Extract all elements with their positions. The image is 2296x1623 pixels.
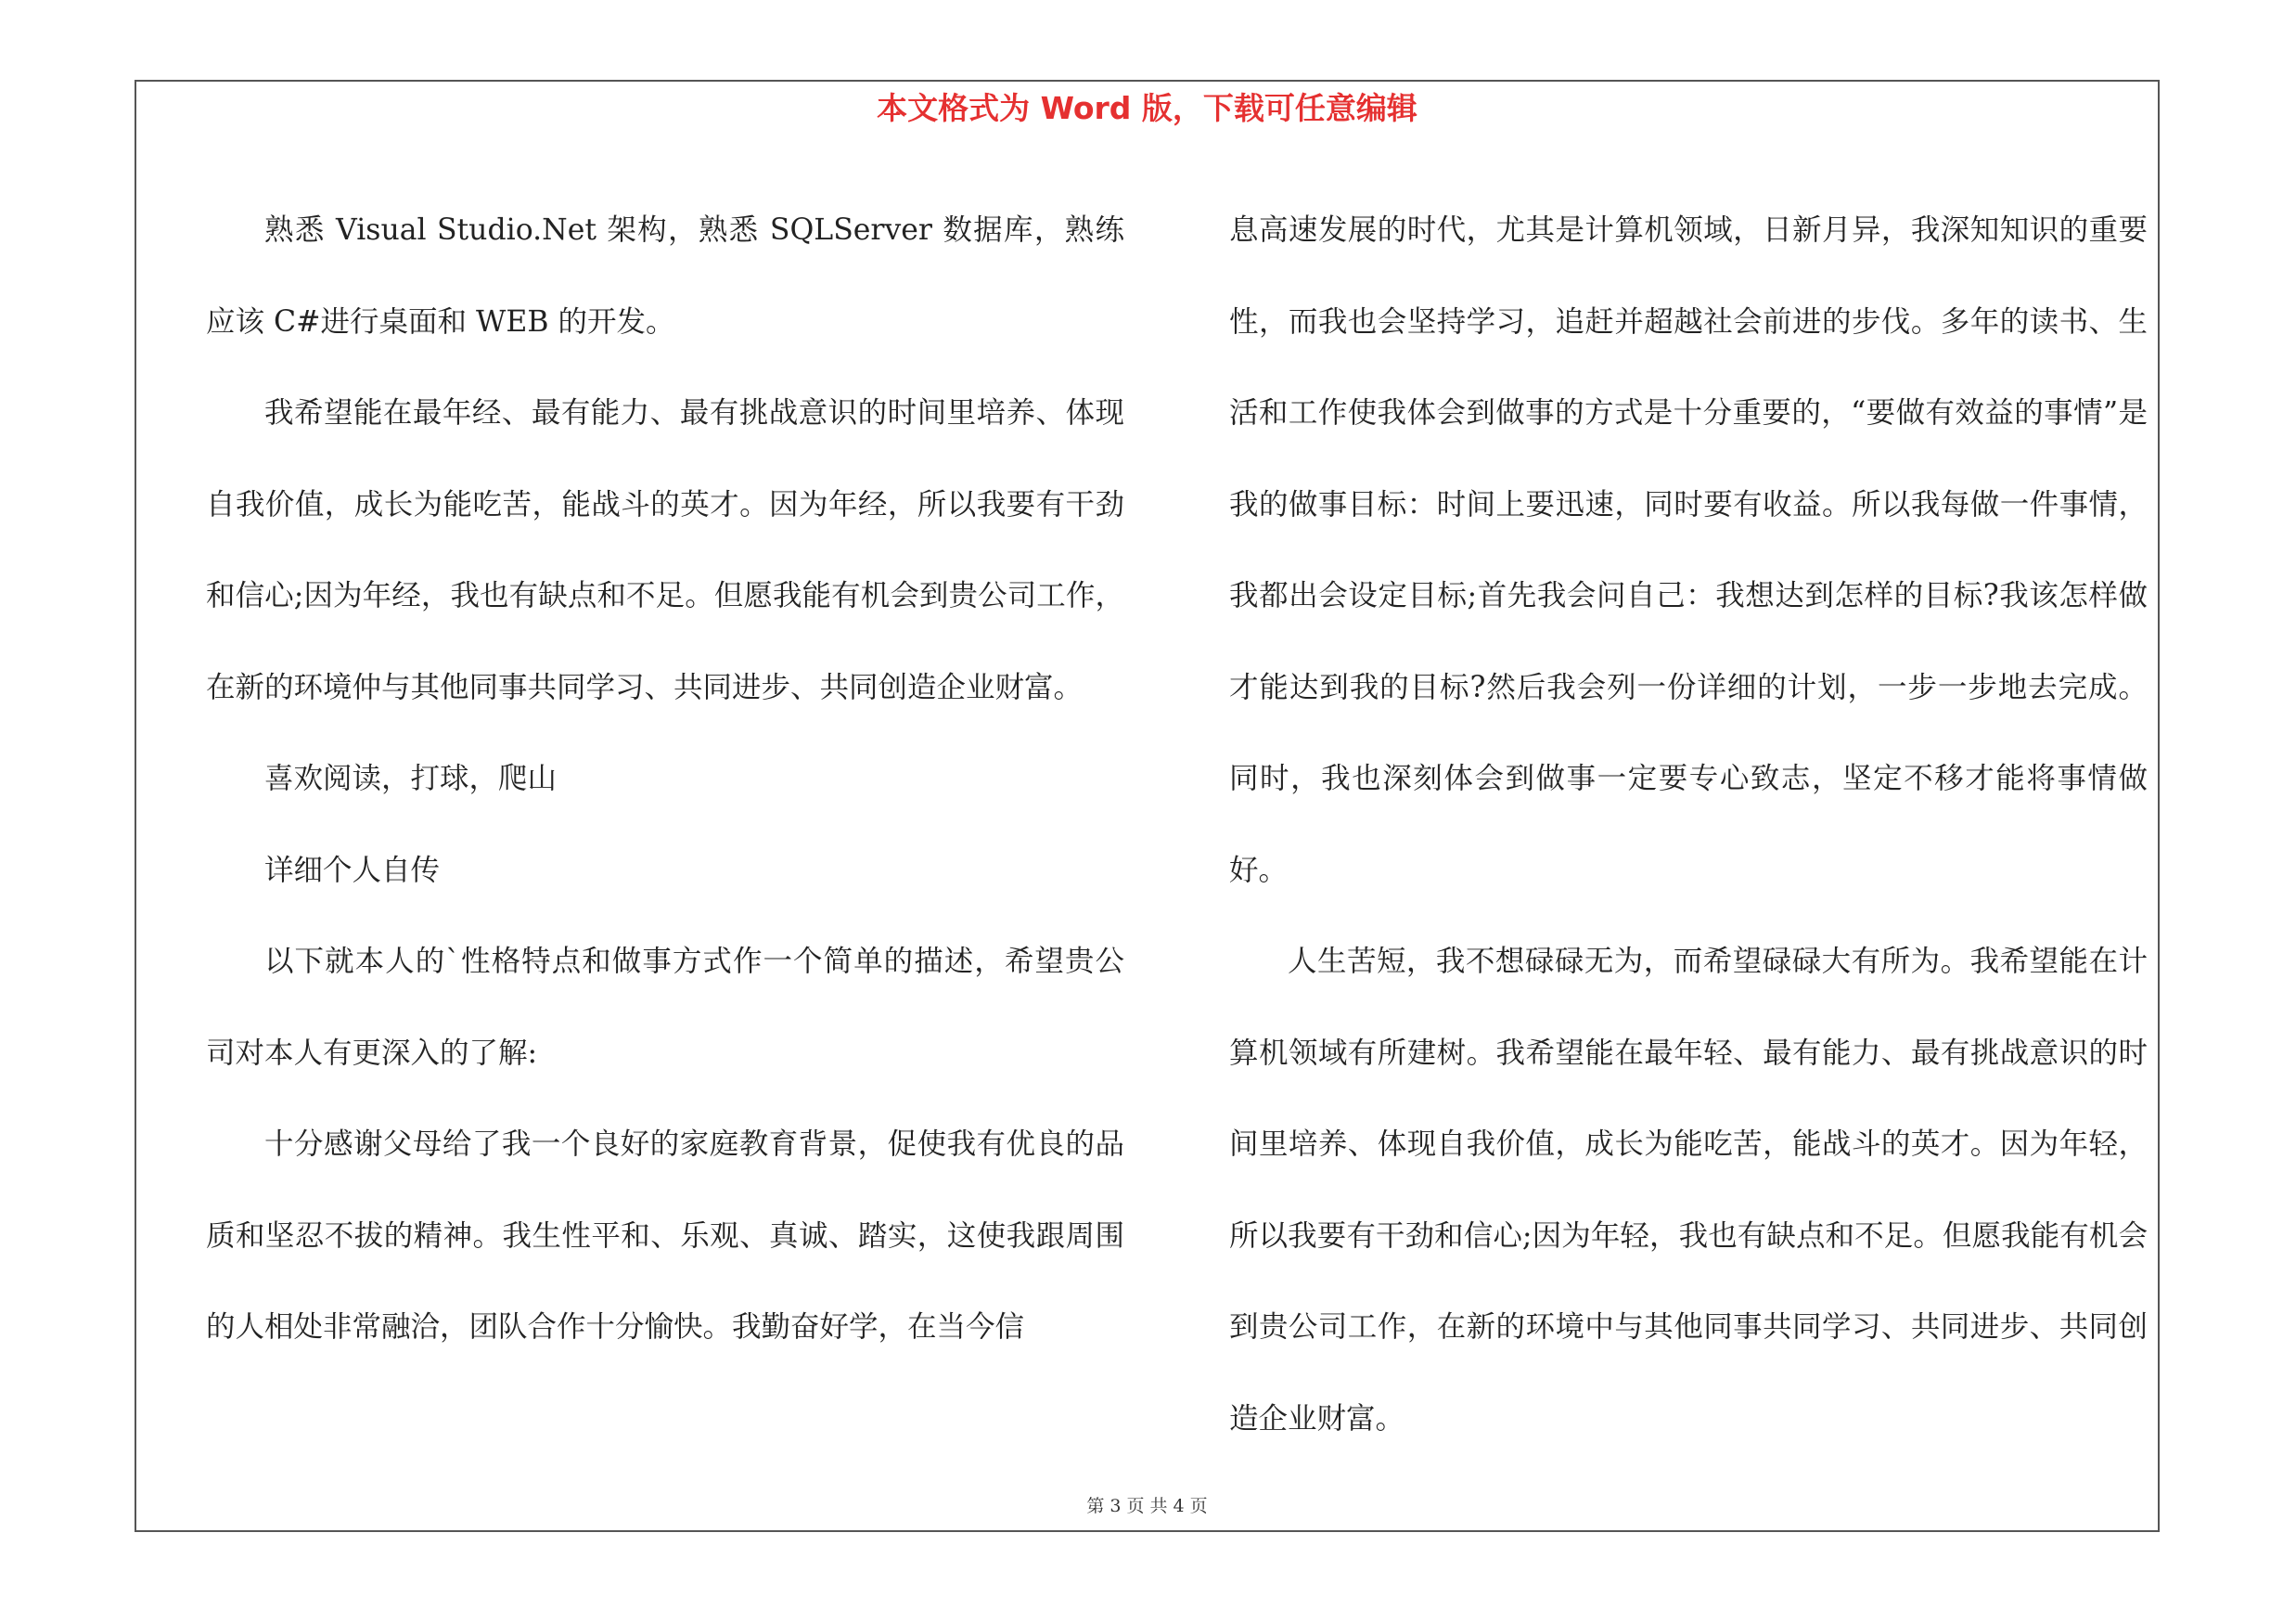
paragraph-life-goals: 人生苦短，我不想碌碌无为，而希望碌碌大有所为。我希望能在计算机领域有所建树。我希望能在最年轻、最有能力、最有挑战意识的时间里培养、体现自我价值，成长为能吃苦，能战斗的英才。因为年轻，所以我要有干劲和信心;因为年轻，我也有缺点和不足。但愿我能有机会到贵公司工作，在新的环境中与其他同事共同学习、共同进步、共同创造企业财富。 bbox=[1229, 945, 2148, 1436]
section-heading: 详细个人自传 bbox=[264, 853, 441, 887]
paragraph-intro: 以下就本人的`性格特点和做事方式作一个简单的描述，希望贵公司对本人有更深入的了解: bbox=[206, 945, 1124, 1070]
paragraph-family: 十分感谢父母给了我一个良好的家庭教育背景，促使我有优良的品质和坚忍不拔的精神。我生性平和、乐观、真诚、踏实，这使我跟周围的人相处非常融洽，团队合作十分愉快。我勤奋好学，在当今信 bbox=[206, 1127, 1124, 1344]
word-format-notice: 本文格式为 Word 版，下载可任意编辑 bbox=[877, 90, 1417, 126]
paragraph-continued: 息高速发展的时代，尤其是计算机领域，日新月异，我深知知识的重要性，而我也会坚持学习，追赶并超越社会前进的步伐。多年的读书、生活和工作使我体会到做事的方式是十分重要的，“要做有效益的事情”是我的做事目标：时间上要迅速，同时要有收益。所以我每做一件事情，我都出会设定目标;首先我会问自己：我想达到怎样的目标?我该怎样做才能达到我的目标?然后我会列一份详细的计划，一步一步地去完成。同时，我也深刻体会到做事一定要专心致志，坚定不移才能将事情做好。 bbox=[1229, 213, 2148, 887]
left-text-column bbox=[206, 185, 1124, 1373]
right-text-column bbox=[1229, 185, 2148, 1464]
paragraph-hobbies: 喜欢阅读，打球，爬山 bbox=[264, 762, 558, 795]
page-number: 第 3 页 共 4 页 bbox=[1086, 1496, 1208, 1516]
paragraph-aspiration: 我希望能在最年经、最有能力、最有挑战意识的时间里培养、体现自我价值，成长为能吃苦，能战斗的英才。因为年经，所以我要有干劲和信心;因为年经，我也有缺点和不足。但愿我能有机会到贵公司工作，在新的环境仲与其他同事共同学习、共同进步、共同创造企业财富。 bbox=[206, 396, 1124, 704]
paragraph-skills: 熟悉 Visual Studio.Net 架构，熟悉 SQLServer 数据库，熟练应该 C#进行桌面和 WEB 的开发。 bbox=[206, 213, 1124, 339]
